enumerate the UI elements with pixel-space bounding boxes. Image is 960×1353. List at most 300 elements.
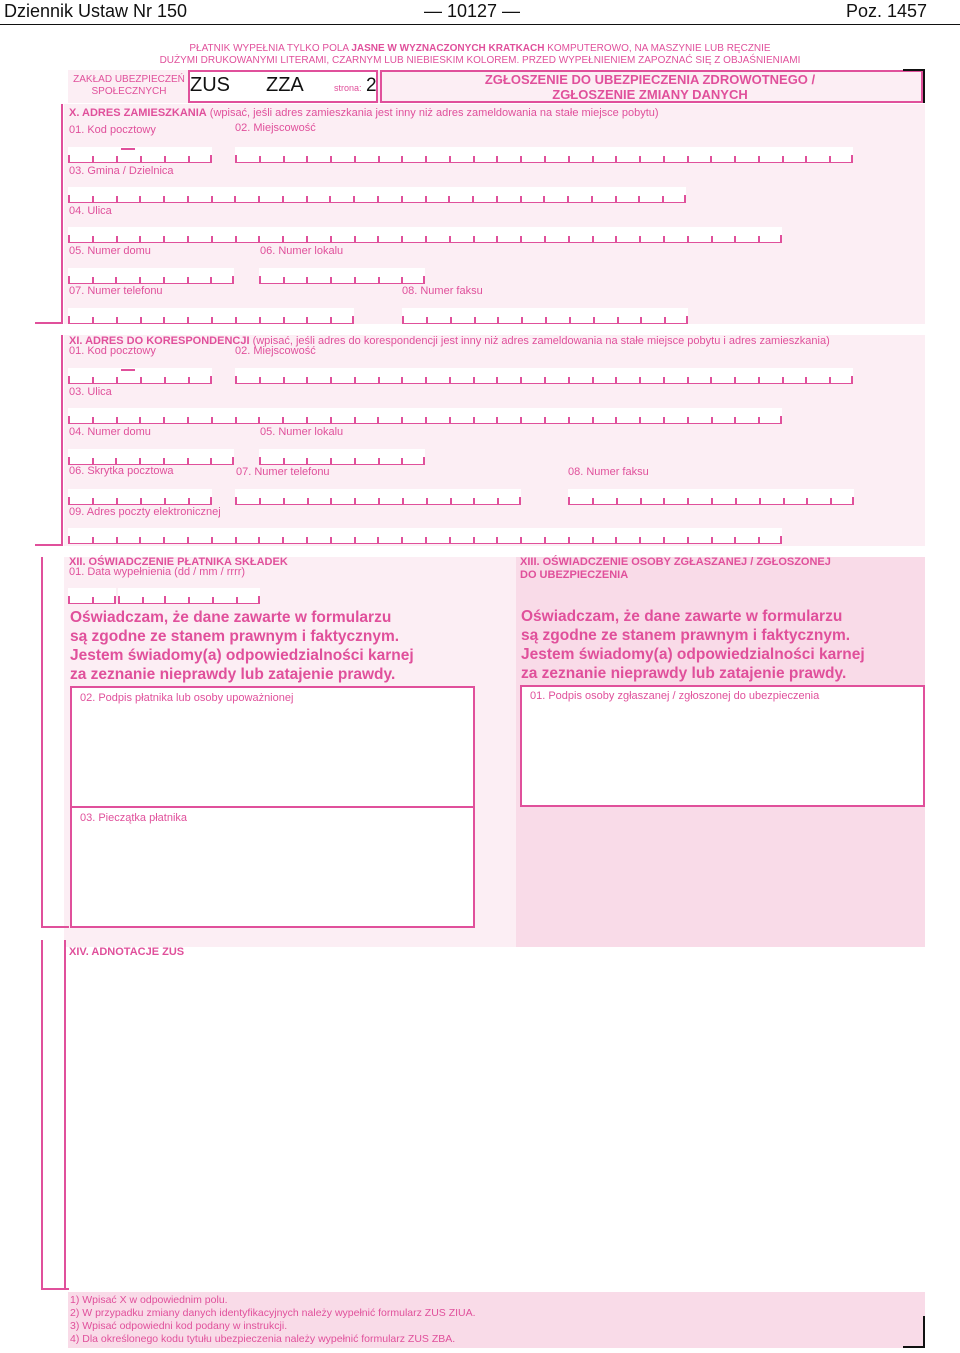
cell-divider: [92, 458, 94, 464]
cell-divider: [354, 156, 356, 162]
cell-divider: [830, 498, 832, 504]
x-municipality-field[interactable]: [68, 187, 686, 203]
cell-divider: [210, 458, 212, 464]
cell-divider: [258, 596, 260, 603]
section-xii-title: XII. OŚWIADCZENIE PŁATNIKA SKŁADEK: [69, 556, 288, 568]
cell-divider: [401, 458, 403, 464]
cell-divider: [258, 417, 260, 423]
xi-postal-code-field[interactable]: [68, 368, 212, 384]
cell-divider: [734, 537, 736, 543]
x-flat-number-field[interactable]: [259, 268, 425, 284]
payer-signature-box[interactable]: [70, 686, 475, 808]
cell-divider: [235, 317, 237, 323]
cell-divider: [306, 377, 308, 383]
cell-divider: [473, 417, 475, 423]
cell-divider: [68, 497, 70, 504]
cell-divider: [235, 236, 237, 242]
cell-divider: [805, 156, 807, 162]
x-city-field[interactable]: [235, 147, 853, 163]
cell-divider: [615, 156, 617, 162]
cell-divider: [258, 537, 260, 543]
cell-divider: [568, 417, 570, 423]
position-number: Poz. 1457: [846, 1, 928, 21]
cell-divider: [544, 417, 546, 423]
instruction-text: KOMPUTEROWO, NA MASZYNIE LUB RĘCZNIE: [544, 43, 771, 54]
cell-divider: [829, 156, 831, 162]
title-line: ZGŁOSZENIE DO UBEZPIECZENIA ZDROWOTNEGO /: [484, 72, 816, 87]
cell-divider: [664, 317, 666, 323]
cell-divider: [330, 236, 332, 242]
cell-divider: [568, 236, 570, 242]
cell-divider: [92, 236, 94, 242]
cell-divider: [139, 417, 141, 423]
fill-date-day[interactable]: [68, 588, 116, 604]
fill-date-year[interactable]: [164, 588, 260, 604]
cell-divider: [544, 236, 546, 242]
cell-divider: [378, 458, 380, 464]
cell-divider: [283, 317, 285, 323]
xi-street-field[interactable]: [68, 408, 782, 424]
cell-divider: [330, 277, 332, 283]
fill-instruction: [0, 43, 960, 67]
cell-divider: [378, 377, 380, 383]
xi-email-label: 09. Adres poczty elektronicznej: [69, 506, 221, 518]
cell-divider: [639, 236, 641, 242]
cell-divider: [473, 498, 475, 504]
payer-stamp-label: 03. Pieczątka płatnika: [80, 812, 188, 824]
cell-divider: [140, 377, 142, 383]
cell-divider: [640, 317, 642, 323]
cell-divider: [497, 317, 499, 323]
corner-mark: [903, 1346, 925, 1348]
cell-divider: [592, 156, 594, 162]
cell-divider: [163, 277, 165, 283]
cell-divider: [329, 196, 331, 202]
cell-divider: [235, 537, 237, 543]
cell-divider: [163, 417, 165, 423]
cell-divider: [164, 377, 166, 383]
cell-divider: [187, 317, 189, 323]
cell-divider: [592, 417, 594, 423]
cell-divider: [377, 417, 379, 423]
cell-divider: [615, 417, 617, 423]
cell-divider: [115, 277, 117, 283]
x-postal-code-label: 01. Kod pocztowy: [69, 124, 156, 136]
x-fax-label: 08. Numer faksu: [402, 285, 483, 297]
cell-divider: [639, 156, 641, 162]
cell-divider: [734, 236, 736, 242]
header-rule: [0, 24, 960, 25]
cell-divider: [592, 377, 594, 383]
cell-divider: [401, 277, 403, 283]
cell-divider: [639, 377, 641, 383]
cell-divider: [663, 498, 665, 504]
cell-divider: [377, 537, 379, 543]
cell-divider: [758, 417, 760, 423]
cell-divider: [116, 417, 118, 423]
cell-divider: [68, 416, 70, 423]
cell-divider: [520, 417, 522, 423]
cell-divider: [758, 377, 760, 383]
cell-divider: [758, 236, 760, 242]
cell-divider: [449, 377, 451, 383]
cell-divider: [211, 196, 213, 202]
cell-divider: [638, 196, 640, 202]
cell-divider: [520, 196, 522, 202]
cell-divider: [163, 236, 165, 242]
section-x-title: [69, 107, 659, 119]
cell-divider: [142, 597, 144, 603]
cell-divider: [615, 236, 617, 242]
cell-divider: [474, 317, 476, 323]
cell-divider: [449, 417, 451, 423]
cell-divider: [188, 156, 190, 162]
payer-stamp-box[interactable]: [70, 806, 475, 928]
cell-divider: [306, 236, 308, 242]
cell-divider: [544, 156, 546, 162]
xi-po-box-label: 06. Skrytka pocztowa: [69, 465, 174, 477]
cell-divider: [758, 156, 760, 162]
cell-divider: [116, 498, 118, 504]
cell-divider: [187, 458, 189, 464]
cell-divider: [259, 457, 261, 464]
cell-divider: [187, 417, 189, 423]
cell-divider: [401, 196, 403, 202]
xi-fax-label: 08. Numer faksu: [568, 466, 649, 478]
cell-divider: [352, 316, 354, 323]
cell-divider: [615, 537, 617, 543]
cell-divider: [401, 377, 403, 383]
xi-phone-field[interactable]: [235, 489, 521, 505]
cell-divider: [473, 537, 475, 543]
cell-divider: [568, 537, 570, 543]
x-fax-field[interactable]: [402, 308, 688, 324]
cell-divider: [283, 458, 285, 464]
cell-divider: [354, 537, 356, 543]
xi-house-number-field[interactable]: [68, 449, 234, 465]
x-street-label: 04. Ulica: [69, 205, 112, 217]
x-municipality-label: 03. Gmina / Dzielnica: [69, 165, 174, 177]
declaration-line: Oświadczam, że dane zawarte w formularzu: [70, 609, 392, 626]
cell-divider: [92, 537, 94, 543]
cell-divider: [187, 236, 189, 242]
cell-divider: [283, 377, 285, 383]
cell-divider: [259, 156, 261, 162]
cell-divider: [593, 317, 595, 323]
cell-divider: [543, 196, 545, 202]
cell-divider: [68, 457, 70, 464]
cell-divider: [425, 156, 427, 162]
xi-city-field[interactable]: [235, 368, 853, 384]
cell-divider: [759, 498, 761, 504]
section-bracket: [41, 1288, 69, 1290]
cell-divider: [686, 316, 688, 323]
cell-divider: [473, 236, 475, 242]
section-bracket: [41, 926, 69, 928]
cell-divider: [450, 317, 452, 323]
cell-divider: [211, 537, 213, 543]
cell-divider: [92, 498, 94, 504]
cell-divider: [115, 458, 117, 464]
section-bracket: [35, 322, 63, 324]
cell-divider: [283, 156, 285, 162]
cell-divider: [164, 596, 166, 603]
footnote: 3) Wpisać odpowiedni kod podany w instrukcji.: [70, 1320, 288, 1332]
cell-divider: [92, 317, 94, 323]
cell-divider: [449, 537, 451, 543]
title-line: ZGŁOSZENIE ZMIANY DANYCH: [552, 87, 748, 102]
cell-divider: [330, 377, 332, 383]
cell-divider: [496, 537, 498, 543]
org-line: ZAKŁAD UBEZPIECZEŃ: [73, 74, 185, 85]
cell-divider: [92, 196, 94, 202]
cell-divider: [68, 316, 70, 323]
cell-divider: [114, 596, 116, 603]
cell-divider: [353, 196, 355, 202]
cell-divider: [425, 377, 427, 383]
cell-divider: [473, 377, 475, 383]
cell-divider: [139, 458, 141, 464]
cell-divider: [116, 156, 118, 162]
cell-divider: [519, 497, 521, 504]
cell-divider: [568, 377, 570, 383]
cell-divider: [687, 236, 689, 242]
section-bracket: [64, 940, 66, 1290]
cell-divider: [234, 196, 236, 202]
cell-divider: [92, 156, 94, 162]
cell-divider: [545, 317, 547, 323]
cell-divider: [282, 196, 284, 202]
xi-email-field[interactable]: [68, 528, 782, 544]
cell-divider: [118, 596, 120, 603]
footnote: 4) Dla określonego kodu tytułu ubezpieczenia należy wypełnić formularz ZUS ZBA.: [70, 1333, 456, 1345]
cell-divider: [401, 236, 403, 242]
cell-divider: [569, 317, 571, 323]
cell-divider: [306, 458, 308, 464]
cell-divider: [663, 377, 665, 383]
cell-divider: [163, 196, 165, 202]
cell-divider: [710, 377, 712, 383]
cell-divider: [520, 377, 522, 383]
cell-divider: [236, 597, 238, 603]
cell-divider: [687, 156, 689, 162]
cell-divider: [187, 537, 189, 543]
insured-signature-box[interactable]: [520, 685, 925, 807]
x-street-field[interactable]: [68, 227, 782, 243]
cell-divider: [188, 377, 190, 383]
cell-divider: [68, 155, 70, 162]
cell-divider: [639, 417, 641, 423]
cell-divider: [116, 196, 118, 202]
x-flat-number-label: 06. Numer lokalu: [260, 245, 344, 257]
cell-divider: [92, 417, 94, 423]
cell-divider: [852, 497, 854, 504]
cell-divider: [306, 196, 308, 202]
payer-signature-label: 02. Podpis płatnika lub osoby upoważnionej: [80, 692, 294, 704]
cell-divider: [259, 498, 261, 504]
cell-divider: [425, 417, 427, 423]
cell-divider: [164, 156, 166, 162]
cell-divider: [330, 317, 332, 323]
page-label: strona:: [334, 83, 362, 93]
cell-divider: [401, 537, 403, 543]
cell-divider: [496, 196, 498, 202]
declaration-line: za zeznanie nieprawdy lub zatajenie prawdy.: [521, 665, 847, 682]
cell-divider: [307, 498, 309, 504]
cell-divider: [473, 156, 475, 162]
fill-date-label: 01. Data wypełnienia (dd / mm / rrrr): [69, 566, 246, 578]
cell-divider: [687, 377, 689, 383]
cell-divider: [188, 498, 190, 504]
cell-divider: [330, 458, 332, 464]
cell-divider: [496, 377, 498, 383]
cell-divider: [187, 277, 189, 283]
cell-divider: [354, 417, 356, 423]
cell-divider: [592, 537, 594, 543]
declaration-line: są zgodne ze stanem prawnym i faktycznym.: [521, 627, 851, 644]
xi-street-label: 03. Ulica: [69, 386, 112, 398]
cell-divider: [663, 156, 665, 162]
cell-divider: [496, 156, 498, 162]
cell-divider: [163, 537, 165, 543]
cell-divider: [139, 196, 141, 202]
cell-divider: [211, 417, 213, 423]
cell-divider: [805, 377, 807, 383]
xi-city-label: 02. Miejscowość: [235, 345, 316, 357]
cell-divider: [283, 498, 285, 504]
corner-mark: [923, 1316, 925, 1348]
cell-divider: [282, 236, 284, 242]
cell-divider: [640, 498, 642, 504]
xi-po-box-field[interactable]: [68, 489, 212, 505]
cell-divider: [259, 377, 261, 383]
cell-divider: [92, 277, 94, 283]
cell-divider: [780, 416, 782, 423]
cell-divider: [684, 195, 686, 202]
cell-divider: [140, 317, 142, 323]
insured-signature-label: 01. Podpis osoby zgłaszanej / zgłoszonej do ubezpieczenia: [530, 690, 820, 702]
cell-divider: [116, 537, 118, 543]
section-bracket: [41, 940, 43, 1290]
fill-date-month[interactable]: [118, 588, 166, 604]
cell-divider: [617, 317, 619, 323]
cell-divider: [568, 156, 570, 162]
cell-divider: [449, 236, 451, 242]
xi-house-number-label: 04. Numer domu: [69, 426, 151, 438]
cell-divider: [402, 498, 404, 504]
cell-divider: [116, 236, 118, 242]
cell-divider: [139, 277, 141, 283]
section-bracket: [61, 104, 63, 324]
cell-divider: [780, 536, 782, 543]
cell-divider: [211, 236, 213, 242]
x-house-number-field[interactable]: [68, 268, 234, 284]
corner-mark: [903, 69, 925, 71]
cell-divider: [235, 376, 237, 383]
xi-fax-field[interactable]: [568, 489, 854, 505]
cell-divider: [639, 537, 641, 543]
section-bracket: [41, 557, 43, 928]
cell-divider: [806, 498, 808, 504]
cell-divider: [116, 317, 118, 323]
cell-divider: [663, 236, 665, 242]
section-bracket: [61, 335, 63, 546]
cell-divider: [687, 417, 689, 423]
cell-divider: [711, 498, 713, 504]
section-title-text: X. ADRES ZAMIESZKANIA: [69, 107, 207, 119]
zus-annotations-area[interactable]: [68, 960, 923, 1290]
cell-divider: [401, 156, 403, 162]
x-postal-code-field[interactable]: [68, 147, 212, 163]
cell-divider: [68, 276, 70, 283]
cell-divider: [734, 417, 736, 423]
cell-divider: [425, 537, 427, 543]
instruction-text: DUŻYMI DRUKOWANYMI LITERAMI, CZARNYM LUB NIEBIESKIM KOLOREM. PRZED WYPEŁNIENIEM ZAPOZNAĆ SIĘ Z OBJAŚNIENIAMI: [159, 55, 801, 66]
section-xiv-title: XIV. ADNOTACJE ZUS: [69, 946, 185, 958]
cell-divider: [472, 196, 474, 202]
cell-divider: [616, 498, 618, 504]
cell-divider: [520, 537, 522, 543]
declaration-line: Jestem świadomy(a) odpowiedzialności karnej: [70, 647, 414, 664]
cell-divider: [710, 156, 712, 162]
payer-declaration: [70, 608, 414, 684]
cell-divider: [306, 317, 308, 323]
corner-mark: [923, 69, 925, 103]
cell-divider: [259, 317, 261, 323]
instruction-emphasis: JASNE W WYZNACZONYCH KRATKACH: [351, 43, 545, 54]
cell-divider: [662, 196, 664, 202]
cell-divider: [212, 597, 214, 603]
cell-divider: [258, 196, 260, 202]
cell-divider: [68, 235, 70, 242]
cell-divider: [496, 236, 498, 242]
cell-divider: [711, 537, 713, 543]
cell-divider: [210, 155, 212, 162]
cell-divider: [851, 155, 853, 162]
org-line: SPOŁECZNYCH: [91, 86, 167, 97]
cell-divider: [782, 377, 784, 383]
cell-divider: [211, 317, 213, 323]
footnote: 2) W przypadku zmiany danych identyfikacyjnych należy wypełnić formularz ZUS ZIUA.: [70, 1307, 476, 1319]
cell-divider: [591, 196, 593, 202]
cell-divider: [615, 196, 617, 202]
cell-divider: [663, 417, 665, 423]
x-phone-field[interactable]: [68, 308, 354, 324]
cell-divider: [734, 156, 736, 162]
form-page-number: 2: [366, 75, 377, 96]
cell-divider: [306, 417, 308, 423]
journal-name: Dziennik Ustaw Nr 150: [4, 1, 188, 21]
cell-divider: [401, 417, 403, 423]
section-note: (wpisać, jeśli adres do korespondencji jest inny niż adres zameldowania na stałe miejsce pobytu i adres zamieszkania): [249, 335, 830, 347]
cell-divider: [378, 498, 380, 504]
x-phone-label: 07. Numer telefonu: [69, 285, 163, 297]
instruction-text: PŁATNIK WYPEŁNIA TYLKO POLA: [189, 43, 352, 54]
page-number-center: — 10127 —: [424, 1, 521, 21]
cell-divider: [163, 458, 165, 464]
cell-divider: [758, 537, 760, 543]
cell-divider: [783, 498, 785, 504]
xi-flat-number-field[interactable]: [259, 449, 425, 465]
cell-divider: [283, 277, 285, 283]
cell-divider: [354, 498, 356, 504]
cell-divider: [568, 497, 570, 504]
footnote: 1) Wpisać X w odpowiednim polu.: [70, 1294, 228, 1306]
cell-divider: [378, 277, 380, 283]
cell-divider: [687, 498, 689, 504]
zus-code: ZUS: [190, 74, 230, 96]
xi-flat-number-label: 05. Numer lokalu: [260, 426, 344, 438]
